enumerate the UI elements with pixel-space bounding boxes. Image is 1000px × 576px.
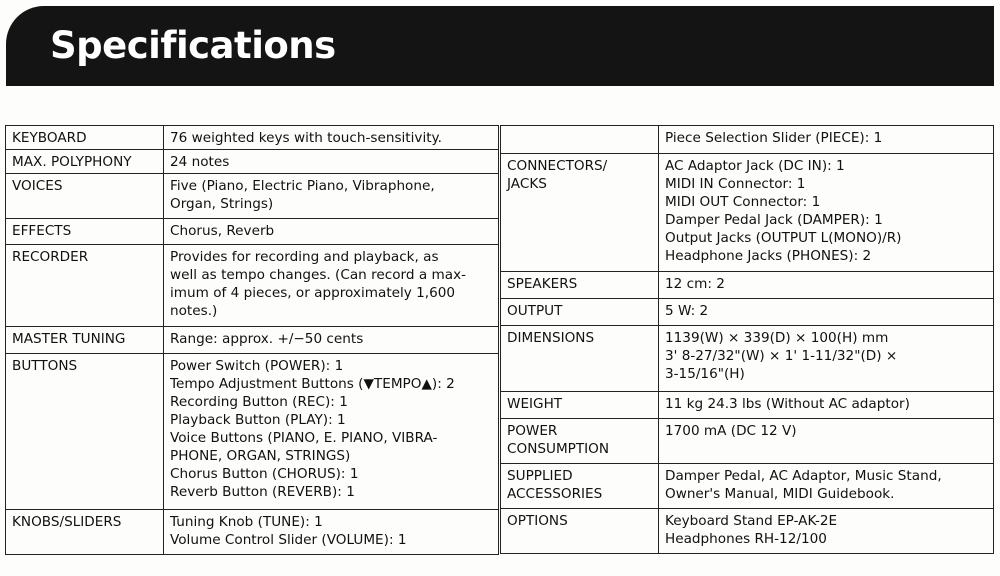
spec-row-knobs-sliders (6, 510, 499, 555)
spec-label: MASTER TUNING (6, 327, 164, 354)
spec-value: 76 weighted keys with touch-sensitivity. (164, 126, 499, 150)
spec-row-master-tuning (6, 327, 499, 354)
spec-row-options (501, 509, 994, 554)
spec-row-connectors (501, 154, 994, 272)
spec-value: Range: approx. +/−50 cents (164, 327, 499, 354)
spec-label: DIMENSIONS (501, 326, 659, 392)
spec-label: EFFECTS (6, 219, 164, 245)
spec-row-accessories (501, 464, 994, 509)
spec-label: KNOBS/SLIDERS (6, 510, 164, 555)
header-banner (6, 6, 994, 86)
spec-value: Chorus, Reverb (164, 219, 499, 245)
spec-table-left (5, 125, 499, 555)
spec-value: Piece Selection Slider (PIECE): 1 (659, 126, 994, 154)
page-title: Specifications (50, 24, 336, 67)
spec-value: Five (Piano, Electric Piano, Vibraphone, Organ, Strings) (164, 174, 499, 219)
spec-row-output (501, 299, 994, 326)
spec-label: VOICES (6, 174, 164, 219)
spec-label: POWER CONSUMPTION (501, 419, 659, 464)
spec-label: KEYBOARD (6, 126, 164, 150)
spec-value: Tuning Knob (TUNE): 1 Volume Control Slider (VOLUME): 1 (164, 510, 499, 555)
spec-label: BUTTONS (6, 354, 164, 510)
spec-value: 12 cm: 2 (659, 272, 994, 299)
spec-label: SPEAKERS (501, 272, 659, 299)
spec-row-speakers (501, 272, 994, 299)
spec-value: 1700 mA (DC 12 V) (659, 419, 994, 464)
spec-row-weight (501, 392, 994, 419)
spec-label: MAX. POLYPHONY (6, 150, 164, 174)
spec-label: SUPPLIED ACCESSORIES (501, 464, 659, 509)
spec-value: Damper Pedal, AC Adaptor, Music Stand, Owner's Manual, MIDI Guidebook. (659, 464, 994, 509)
spec-label: CONNECTORS/ JACKS (501, 154, 659, 272)
spec-row-voices (6, 174, 499, 219)
spec-row-polyphony (6, 150, 499, 174)
spec-row-effects (6, 219, 499, 245)
spec-label: OUTPUT (501, 299, 659, 326)
spec-value: 11 kg 24.3 lbs (Without AC adaptor) (659, 392, 994, 419)
spec-value: 5 W: 2 (659, 299, 994, 326)
spec-value: Provides for recording and playback, as well as tempo changes. (Can record a max- imum of 4 pieces, or approximately 1,600 notes.) (164, 245, 499, 327)
spec-value: 1139(W) × 339(D) × 100(H) mm 3' 8-27/32"(W) × 1' 1-11/32"(D) × 3-15/16"(H) (659, 326, 994, 392)
spec-label: OPTIONS (501, 509, 659, 554)
spec-row-power (501, 419, 994, 464)
spec-table-right (500, 125, 994, 554)
spec-value: Power Switch (POWER): 1 Tempo Adjustment Buttons (▼TEMPO▲): 2 Recording Button (REC): 1 Playback Button (PLAY): 1 Voice Buttons (PIANO, E. PIANO, VIBRA- PHONE, ORGAN, STRINGS) Chorus Button (CHORUS): 1 Reverb Button (REVERB): 1 (164, 354, 499, 510)
spec-label (501, 126, 659, 154)
spec-value: AC Adaptor Jack (DC IN): 1 MIDI IN Connector: 1 MIDI OUT Connector: 1 Damper Pedal Jack (DAMPER): 1 Output Jacks (OUTPUT L(MONO)/R) Headphone Jacks (PHONES): 2 (659, 154, 994, 272)
spec-row-piece-slider (501, 126, 994, 154)
spec-row-keyboard (6, 126, 499, 150)
spec-value: 24 notes (164, 150, 499, 174)
spec-label: WEIGHT (501, 392, 659, 419)
spec-row-recorder (6, 245, 499, 327)
spec-row-dimensions (501, 326, 994, 392)
spec-row-buttons (6, 354, 499, 510)
spec-label: RECORDER (6, 245, 164, 327)
spec-value: Keyboard Stand EP-AK-2E Headphones RH-12/100 (659, 509, 994, 554)
